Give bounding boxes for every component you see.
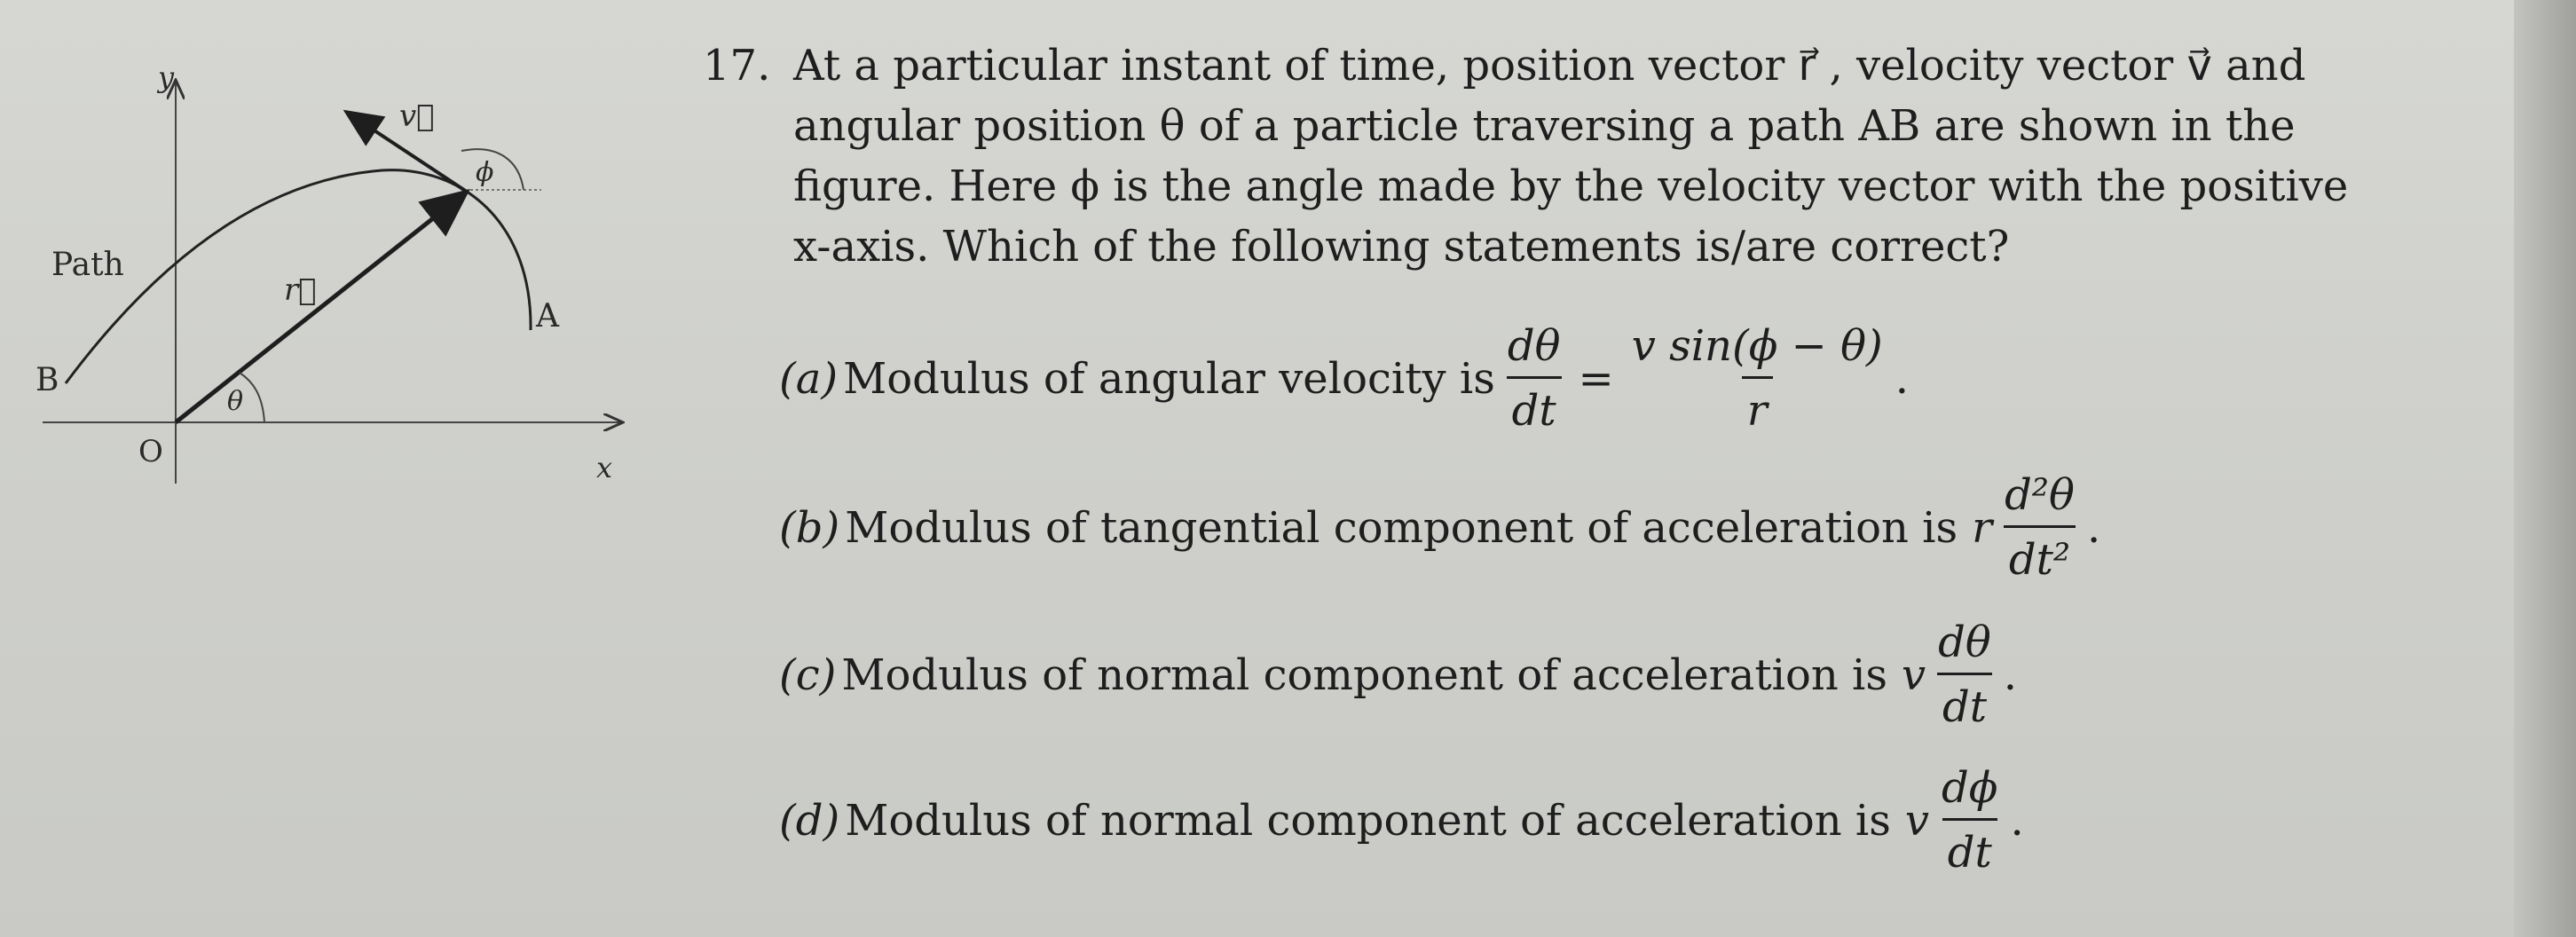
- fraction-numerator: v sin(ϕ − θ): [1631, 321, 1883, 371]
- theta-label: θ: [227, 386, 244, 417]
- fraction: [1999, 470, 2080, 585]
- axis-x-label: x: [596, 451, 613, 484]
- fraction: [1936, 763, 2003, 878]
- path-label: Path: [51, 247, 124, 283]
- option-d: [779, 763, 2024, 878]
- fraction-denominator: dt: [1937, 673, 1992, 732]
- point-a-label: A: [536, 298, 559, 335]
- option-letter: (d): [779, 795, 840, 846]
- prefix-symbol: v: [1902, 650, 1926, 700]
- velocity-vector-label: v⃗: [399, 98, 435, 134]
- option-a: [779, 321, 1909, 436]
- option-letter: (b): [779, 502, 840, 553]
- phi-label: ϕ: [476, 157, 494, 188]
- prefix-symbol: r: [1972, 502, 1993, 553]
- fraction-denominator: r: [1742, 376, 1773, 436]
- question-line: x-axis. Which of the following statements is/are correct?: [793, 222, 2010, 272]
- question-line: At a particular instant of time, position vector r⃗ , velocity vector v⃗ and: [793, 41, 2306, 91]
- position-vector-label: r⃗: [284, 272, 317, 308]
- option-letter: (a): [779, 353, 839, 404]
- option-text: Modulus of tangential component of acceleration is: [845, 502, 1958, 553]
- fraction-denominator: dt²: [2004, 525, 2076, 585]
- fraction: [1933, 618, 1997, 732]
- page-edge-shadow: [2514, 0, 2576, 937]
- fraction-numerator: dθ: [1507, 321, 1561, 371]
- question-line: angular position θ of a particle traversing a path AB are shown in the: [793, 101, 2296, 151]
- fraction-denominator: dt: [1942, 818, 1997, 878]
- question-number: 17.: [703, 41, 771, 91]
- kinematics-figure: [0, 0, 674, 532]
- period: .: [2086, 502, 2101, 553]
- option-b: [779, 470, 2100, 585]
- period: .: [2003, 650, 2018, 700]
- fraction-denominator: dt: [1507, 376, 1562, 436]
- question-line: figure. Here ϕ is the angle made by the velocity vector with the positive: [793, 161, 2349, 211]
- question-text: [793, 35, 2513, 277]
- equals-sign: =: [1578, 353, 1614, 404]
- option-letter: (c): [779, 650, 837, 700]
- origin-label: O: [138, 434, 163, 469]
- period: .: [2010, 795, 2024, 846]
- period: .: [1895, 353, 1910, 404]
- position-vector-arrow: [176, 192, 467, 422]
- theta-angle-arc: [240, 373, 264, 422]
- fraction: [1627, 321, 1888, 436]
- point-b-label: B: [35, 362, 59, 398]
- fraction-numerator: dθ: [1938, 618, 1991, 667]
- option-text: Modulus of normal component of acceleration is: [841, 650, 1888, 700]
- axis-y-label: y: [158, 60, 175, 94]
- option-text: Modulus of normal component of acceleration is: [845, 795, 1891, 846]
- question-block: [703, 35, 2513, 277]
- fraction-numerator: d²θ: [2005, 470, 2075, 520]
- fraction: [1502, 321, 1566, 436]
- fraction-numerator: dϕ: [1942, 763, 1998, 813]
- prefix-symbol: v: [1904, 795, 1930, 846]
- option-text: Modulus of angular velocity is: [843, 353, 1495, 404]
- option-c: [779, 618, 2017, 732]
